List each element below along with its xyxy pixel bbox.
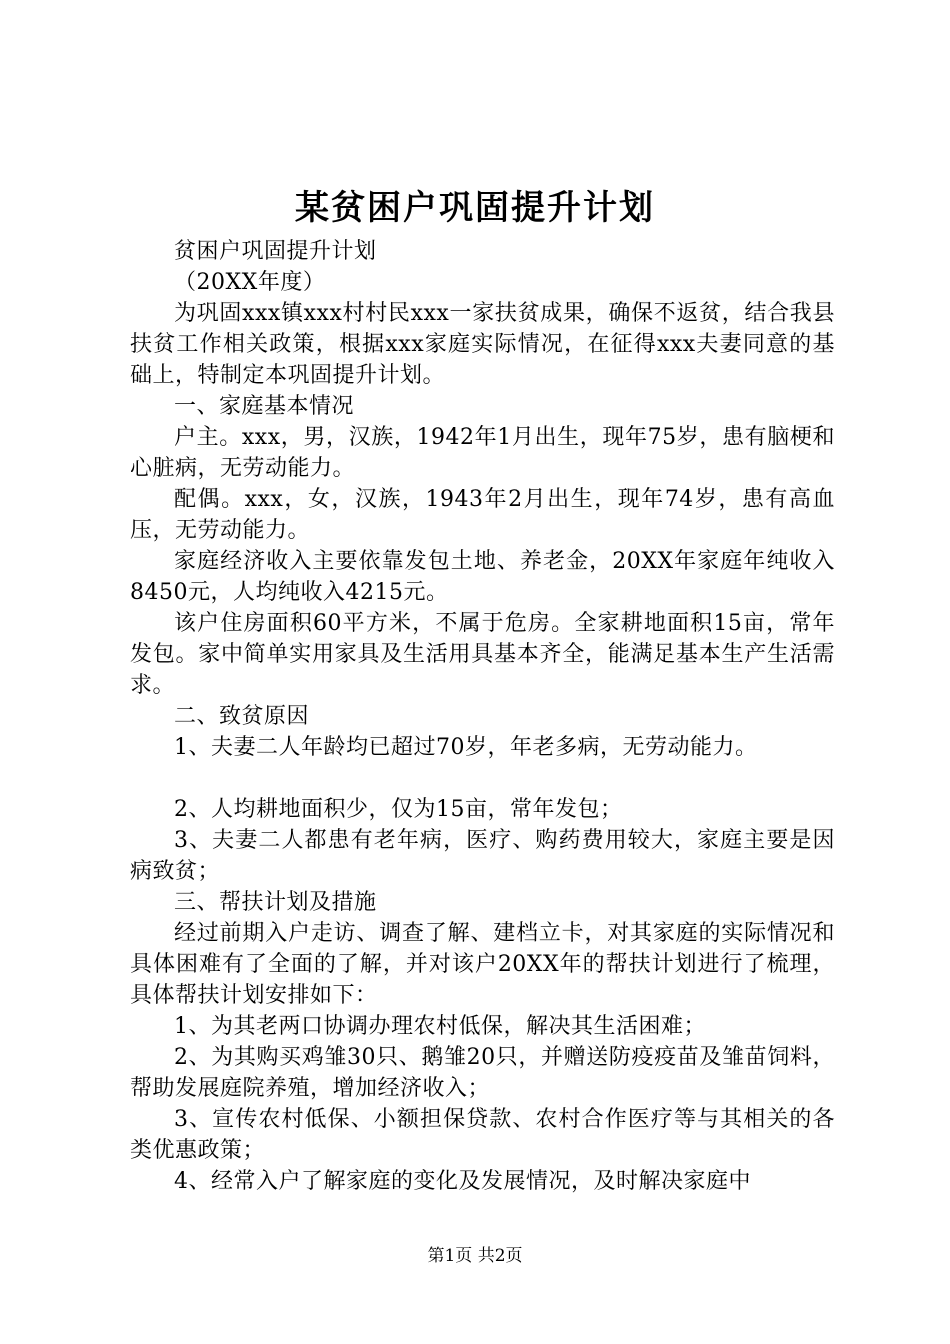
year-label: （20XX年度）	[174, 270, 326, 295]
section-heading: 三、帮扶计划及措施	[174, 890, 377, 915]
paragraph: 该户住房面积60平方米，不属于危房。全家耕地面积15亩，常年发包。家中简单实用家具及生活用具基本齐全，能满足基本生产生活需求。	[130, 611, 835, 698]
paragraph: 户主。xxx，男，汉族，1942年1月出生，现年75岁，患有脑梗和心脏病，无劳动能力。	[130, 425, 835, 481]
list-item: 2、人均耕地面积少，仅为15亩，常年发包；	[174, 797, 623, 822]
list-item: 2、为其购买鸡雏30只、鹅雏20只，并赠送防疫疫苗及雏苗饲料，帮助发展庭院养殖，增加经济收入；	[130, 1045, 835, 1101]
section-heading: 一、家庭基本情况	[174, 394, 355, 419]
list-item: 3、宣传农村低保、小额担保贷款、农村合作医疗等与其相关的各类优惠政策；	[130, 1107, 835, 1163]
paragraph: 经过前期入户走访、调查了解、建档立卡，对其家庭的实际情况和具体困难有了全面的了解，并对该户20XX年的帮扶计划进行了梳理，具体帮扶计划安排如下：	[130, 921, 835, 1008]
paragraph: 配偶。xxx，女，汉族，1943年2月出生，现年74岁，患有高血压，无劳动能力。	[130, 487, 835, 543]
list-item: 4、经常入户了解家庭的变化及发展情况，及时解决家庭中	[174, 1169, 751, 1194]
document-body	[130, 236, 835, 1197]
list-item: 1、夫妻二人年龄均已超过70岁，年老多病，无劳动能力。	[174, 735, 758, 760]
document-title: 某贫困户巩固提升计划	[295, 188, 655, 228]
page-footer: 第1页 共2页	[427, 1246, 523, 1266]
paragraph: 家庭经济收入主要依靠发包土地、养老金，20XX年家庭年纯收入8450元，人均纯收入4215元。	[130, 549, 835, 605]
subtitle: 贫困户巩固提升计划	[174, 239, 377, 264]
list-item: 1、为其老两口协调办理农村低保，解决其生活困难；	[174, 1014, 706, 1039]
intro-paragraph: 为巩固xxx镇xxx村村民xxx一家扶贫成果，确保不返贫，结合我县扶贫工作相关政策，根据xxx家庭实际情况，在征得xxx夫妻同意的基础上，特制定本巩固提升计划。	[130, 301, 835, 388]
section-heading: 二、致贫原因	[174, 704, 310, 729]
list-item: 3、夫妻二人都患有老年病，医疗、购药费用较大，家庭主要是因病致贫；	[130, 828, 835, 884]
